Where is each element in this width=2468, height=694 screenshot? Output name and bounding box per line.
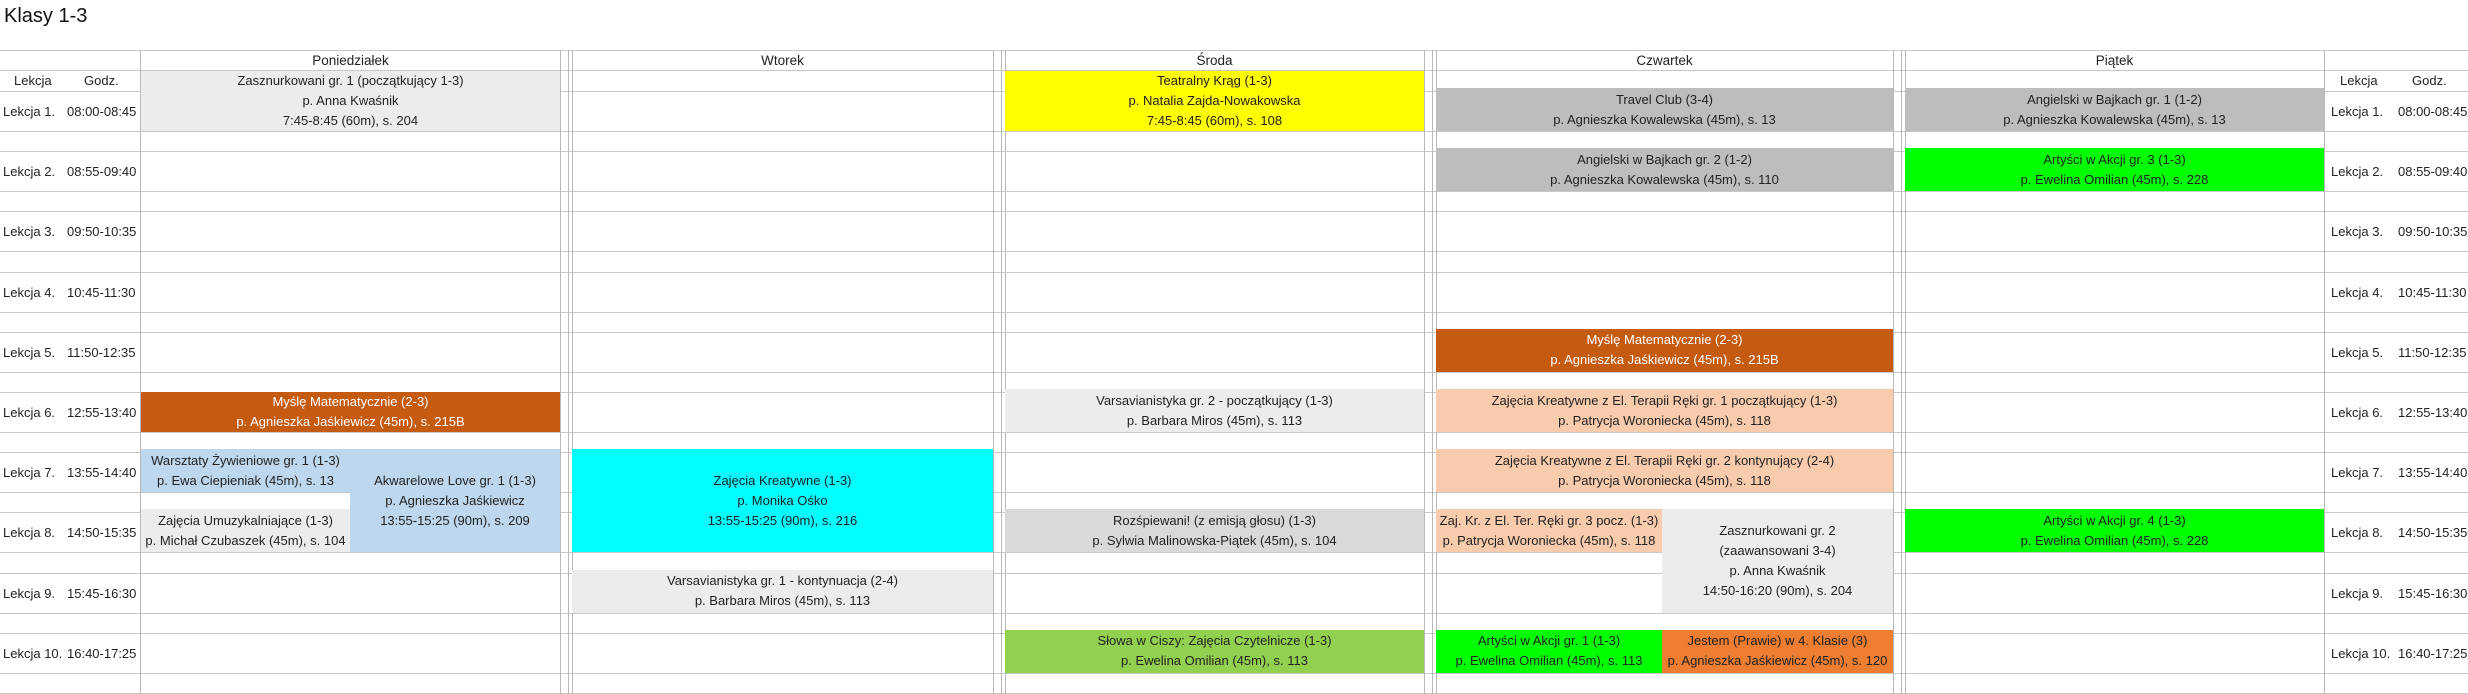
lesson-time-left: 09:50-10:35 [67,224,137,240]
lesson-label-right: Lekcja 4. [2331,284,2384,300]
godz-header-left: Godz. [84,73,119,88]
lesson-label-right: Lekcja 2. [2331,164,2384,180]
grid-line [0,573,2468,574]
grid-line [0,191,2468,192]
lesson-time-right: 12:55-13:40 [2398,405,2468,420]
day-header-4: Piątek [2095,53,2134,68]
event-detail: p. Barbara Miros (45m), s. 113 [1126,412,1303,428]
event-block-tue9[interactable] [572,570,993,613]
grid-line [0,673,2468,674]
lesson-label-left: Lekcja 6. [3,405,56,420]
event-block-thu1[interactable] [1436,88,1893,131]
lesson-label-right: Lekcja 7. [2331,465,2384,481]
lesson-time-right: 09:50-10:35 [2398,224,2468,240]
event-title: Akwarelowe Love gr. 1 (1-3) [374,472,536,488]
grid-line [0,613,2468,614]
event-title: Myślę Matematycznie (2-3) [272,394,429,409]
grid-line [0,312,2468,313]
event-title: Warsztaty Żywieniowe gr. 1 (1-3) [151,452,340,468]
grid-line [1893,50,1894,694]
event-block-fri2[interactable] [1905,148,2324,191]
event-title: Zajęcia Kreatywne z El. Terapii Ręki gr. 1 początkujący (1-3) [1491,392,1838,408]
event-block-mon1[interactable] [141,71,560,131]
lesson-time-left: 12:55-13:40 [67,405,137,420]
lesson-time-left: 08:00-08:45 [67,104,137,119]
grid-line [0,211,2468,212]
event-block-mon7a[interactable] [141,449,350,492]
lesson-label-left: Lekcja 10. [3,645,63,661]
event-block-thu2[interactable] [1436,148,1893,191]
event-block-wed8[interactable] [1005,509,1424,552]
event-detail: p. Barbara Miros (45m), s. 113 [694,593,871,609]
day-header-0: Poniedziałek [312,53,389,68]
lesson-label-right: Lekcja 9. [2331,585,2384,601]
grid-line [1424,50,1425,694]
day-header-1: Wtorek [761,53,804,68]
event-detail: (zaawansowani 3-4) [1719,542,1836,558]
grid-line [1001,50,1002,694]
lesson-label-left: Lekcja 8. [3,525,56,541]
event-block-mon6[interactable] [141,392,560,432]
event-detail: p. Anna Kwaśnik [302,93,399,109]
lesson-time-left: 10:45-11:30 [67,284,136,300]
grid-line [560,50,561,694]
grid-line [0,251,2468,252]
event-detail: p. Ewelina Omilian (45m), s. 113 [1121,653,1308,669]
event-detail: p. Patrycja Woroniecka (45m), s. 118 [1558,472,1771,488]
event-title: Teatralny Krąg (1-3) [1157,73,1272,89]
grid-line [568,50,569,694]
lekcja-header-right: Lekcja [2340,73,2378,88]
lesson-label-left: Lekcja 5. [3,344,56,360]
event-detail: p. Sylwia Malinowska-Piątek (45m), s. 104 [1092,532,1337,548]
lesson-label-left: Lekcja 7. [3,465,56,481]
lesson-label-right: Lekcja 8. [2331,525,2384,541]
lesson-time-left: 16:40-17:25 [67,645,137,661]
lesson-time-left: 14:50-15:35 [67,525,137,541]
event-title: Słowa w Ciszy: Zajęcia Czytelnicze (1-3) [1097,633,1332,649]
event-detail: p. Natalia Zajda-Nowakowska [1128,93,1301,109]
event-title: Zaj. Kr. z El. Ter. Ręki gr. 3 pocz. (1-3) [1439,512,1659,528]
event-detail: p. Agnieszka Jaśkiewicz [385,492,525,508]
event-title: Artyści w Akcji gr. 4 (1-3) [2043,512,2186,528]
lesson-label-left: Lekcja 3. [3,224,56,240]
grid-line [1432,50,1433,694]
lesson-label-right: Lekcja 5. [2331,344,2384,360]
lesson-label-left: Lekcja 1. [3,104,56,119]
lesson-time-right: 11:50-12:35 [2398,344,2467,360]
event-detail: p. Michał Czubaszek (45m), s. 104 [145,532,346,548]
lesson-time-left: 11:50-12:35 [67,344,136,360]
lesson-time-right: 10:45-11:30 [2398,284,2467,300]
lesson-label-left: Lekcja 4. [3,284,56,300]
lesson-label-right: Lekcja 10. [2331,645,2391,661]
godz-header-right: Godz. [2412,73,2447,88]
event-detail: p. Agnieszka Jaśkiewicz (45m), s. 215B [1550,352,1779,368]
event-block-thu5[interactable] [1436,329,1893,372]
event-block-fri1[interactable] [1905,88,2324,131]
event-title: Zasznurkowani gr. 1 (początkujący 1-3) [237,73,464,89]
grid-line [0,372,2468,373]
event-block-wed6[interactable] [1005,389,1424,432]
event-block-wed1[interactable] [1005,71,1424,131]
event-detail: 14:50-16:20 (90m), s. 204 [1702,582,1853,598]
event-title: Travel Club (3-4) [1615,91,1714,107]
grid-line [0,332,2468,333]
event-detail: p. Ewelina Omilian (45m), s. 228 [2020,532,2209,548]
lesson-label-right: Lekcja 1. [2331,104,2384,119]
event-title: Varsavianistyka gr. 1 - kontynuacja (2-4) [667,573,898,589]
lesson-time-right: 08:00-08:45 [2398,104,2468,119]
lesson-label-right: Lekcja 6. [2331,405,2384,420]
event-title: Zajęcia Kreatywne (1-3) [713,472,852,488]
event-block-thu10b[interactable] [1662,630,1893,673]
event-title: Zasznurkowani gr. 2 [1719,522,1836,538]
event-detail: p. Agnieszka Kowalewska (45m), s. 13 [1553,111,1776,127]
lesson-time-left: 13:55-14:40 [67,465,137,481]
lesson-time-right: 08:55-09:40 [2398,164,2468,180]
lesson-time-left: 15:45-16:30 [67,585,137,601]
lesson-label-left: Lekcja 9. [3,585,56,601]
event-block-thu8a[interactable] [1436,509,1662,552]
event-detail: p. Ewelina Omilian (45m), s. 113 [1455,653,1643,669]
day-header-3: Czwartek [1636,53,1693,68]
event-block-thu6[interactable] [1436,389,1893,432]
event-block-thu7[interactable] [1436,449,1893,492]
event-title: Artyści w Akcji gr. 3 (1-3) [2043,151,2186,167]
lesson-time-left: 08:55-09:40 [67,164,137,180]
lesson-label-right: Lekcja 3. [2331,224,2384,240]
event-title: Myślę Matematycznie (2-3) [1586,332,1743,348]
event-detail: p. Agnieszka Kowalewska (45m), s. 110 [1550,171,1779,187]
event-detail: p. Agnieszka Jaśkiewicz (45m), s. 215B [236,414,465,429]
grid-line [2324,50,2325,694]
grid-line [0,50,2468,51]
grid-line [140,50,141,694]
grid-line [1901,50,1902,694]
event-block-fri8[interactable] [1905,509,2324,552]
event-detail: p. Agnieszka Kowalewska (45m), s. 13 [2003,111,2226,127]
event-title: Rozśpiewani! (z emisją głosu) (1-3) [1112,512,1316,528]
event-block-thu10a[interactable] [1436,630,1662,673]
event-detail: p. Monika Ośko [737,492,828,508]
event-block-thu8b[interactable] [1662,509,1893,612]
event-detail: 7:45-8:45 (60m), s. 108 [1146,113,1283,129]
lekcja-header-left: Lekcja [14,73,52,88]
lesson-time-right: 16:40-17:25 [2398,645,2468,661]
grid-line [1005,50,1006,694]
event-detail: p. Ewa Ciepieniak (45m), s. 13 [156,472,335,488]
lesson-label-left: Lekcja 2. [3,164,56,180]
sheet-title: Klasy 1-3 [4,5,88,27]
event-block-tue7[interactable] [572,449,993,552]
lesson-time-right: 13:55-14:40 [2398,465,2468,481]
event-detail: 7:45-8:45 (60m), s. 204 [282,113,419,129]
event-title: Jestem (Prawie) w 4. Klasie (3) [1687,633,1868,649]
event-detail: p. Patrycja Woroniecka (45m), s. 118 [1558,412,1771,428]
grid-line [0,432,2468,433]
grid-line [0,272,2468,273]
lesson-time-right: 14:50-15:35 [2398,525,2468,541]
grid-line [1905,50,1906,694]
event-title: Zajęcia Kreatywne z El. Terapii Ręki gr. 2 kontynujący (2-4) [1494,452,1835,468]
grid-line [993,50,994,694]
event-block-mon7b[interactable] [350,449,560,552]
event-detail: p. Patrycja Woroniecka (45m), s. 118 [1442,532,1656,548]
grid-line [0,552,2468,553]
event-detail: p. Ewelina Omilian (45m), s. 228 [2020,171,2209,187]
event-detail: 13:55-15:25 (90m), s. 209 [380,512,530,528]
event-block-wed10[interactable] [1005,630,1424,673]
event-title: Angielski w Bajkach gr. 1 (1-2) [2027,91,2202,107]
event-title: Artyści w Akcji gr. 1 (1-3) [1477,633,1621,649]
event-detail: 13:55-15:25 (90m), s. 216 [707,512,858,528]
event-detail: p. Anna Kwaśnik [1729,562,1826,578]
event-detail: p. Agnieszka Jaśkiewicz (45m), s. 120 [1667,653,1888,669]
day-header-2: Środa [1196,53,1233,68]
event-title: Varsavianistyka gr. 2 - początkujący (1-3) [1096,392,1333,408]
event-title: Zajęcia Umuzykalniające (1-3) [158,512,333,528]
event-title: Angielski w Bajkach gr. 2 (1-2) [1577,151,1752,167]
grid-line [1436,50,1437,694]
event-block-mon8a[interactable] [141,509,350,552]
lesson-time-right: 15:45-16:30 [2398,585,2468,601]
